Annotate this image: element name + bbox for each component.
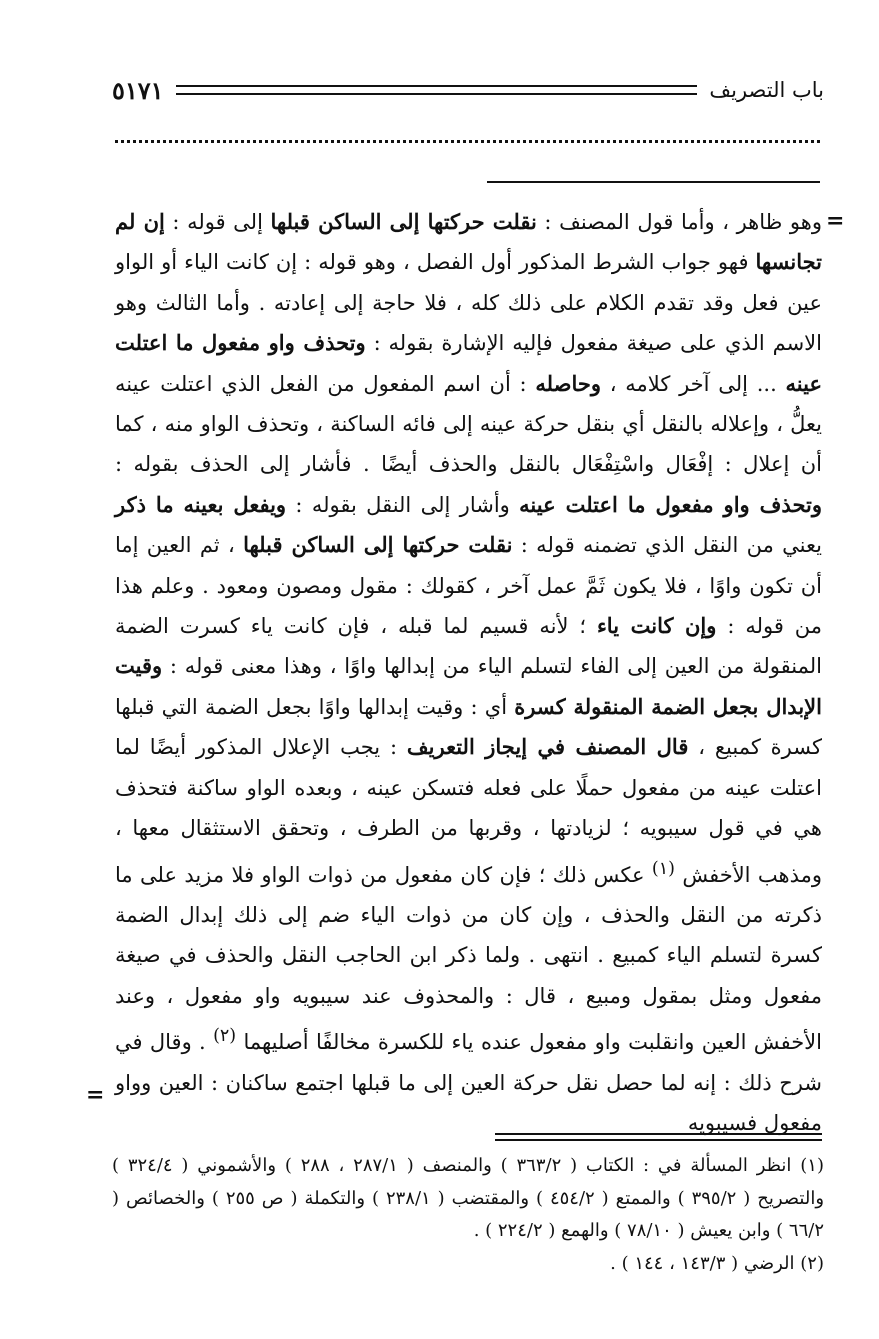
dotted-separator [115,140,820,143]
footnote-2: (٢) الرضي ( ١٤٣/٣ ، ١٤٤ ) . [610,1252,824,1274]
commentary-text [115,202,822,1143]
text-run: ، ثم العين إما أن تكون واوًا ، فلا يكون ثَمَّ عمل آخر ، كقولك : مقول ومصون ومعود . وعلم هذا من قوله : [115,533,823,639]
text-run: فهو جواب الشرط المذكور أول الفصل ، وهو قوله : إن كانت الياء أو الواو عين فعل وقد تقدم الكلام على ذلك كله ، فلا حاجة إلى إعادته . وأما الثالث وهو الاسم الذي على صيغة مفعول فإليه الإشارة بقوله : [115,250,822,356]
footnote-ref: (٢) [213,1026,237,1047]
page-number: ٥١٧١ [112,75,164,105]
running-title: باب التصريف [709,78,824,102]
footnotes [112,1150,824,1280]
commentary-paragraph [115,202,822,1143]
text-run: عكس ذلك ؛ فإن كان مفعول من ذوات الواو فلا مزيد على ما ذكرته من النقل والحذف ، وإن كان من ذوات الياء ضم إلى ذلك إبدال الضمة كسرة لتسلم الياء كمبيع . انتهى . ولما ذكر ابن الحاجب النقل والحذف في صيغة مفعول ومثل بمقول ومبيع ، قال : والمحذوف عند سيبويه واو مفعول ، وعند الأخفش العين وانقلبت واو مفعول عنده ياء للكسرة مخالفًا أصليهما [115,862,822,1055]
quoted-phrase: نقلت حركتها إلى الساكن قبلها [243,532,513,558]
quoted-phrase: وإن كانت ياء [596,613,717,639]
text-run: وهو ظاهر ، وأما قول المصنف : [536,210,822,234]
page-header [112,70,824,110]
text-run: : يجب الإعلال المذكور أيضًا لما اعتلت عينه من مفعول حملًا على فعله فتسكن عينه ، وبعده الواو ساكنة فتحذف هي في قول سيبويه ؛ لزيادتها ، وقربها من الطرف ، وتحقق الاستثقال معها ، ومذهب الأخفش [115,735,822,887]
text-run: ؛ لأنه قسيم لما قبله ، فإن كانت ياء كسرت الضمة المنقولة من العين إلى الفاء لتسلم الياء من إبدالها واوًا ، وهذا معنى قوله : [115,614,822,679]
continuation-mark-top: = [826,208,845,234]
quoted-phrase: وحاصله [535,370,601,396]
quoted-phrase: ويفعل بعينه ما ذكر [115,491,287,517]
text-run: يعني من النقل الذي تضمنه قوله : [512,533,822,558]
text-run: . وقال في شرح ذلك : إنه لما حصل نقل حركة العين إلى ما قبلها اجتمع ساكنان : العين وواو مفعول فسيبويه [115,1030,822,1135]
quoted-phrase: وتحذف واو مفعول ما اعتلت عينه [115,330,823,396]
continuation-mark-bottom: = [86,1082,105,1108]
text-run: أي : وقيت إبدالها واوًا بجعل الضمة التي قبلها كسرة كمبيع ، [115,694,822,760]
footnote-ref: (١) [651,858,675,879]
text-run: إلى قوله : [164,210,271,234]
quoted-phrase: إن لم تجانسها [115,209,822,275]
text-run: ... إلى آخر كلامه ، [600,371,786,396]
header-rule [176,85,698,95]
text-run: : أن اسم المفعول من الفعل الذي اعتلت عينه يعلُّ ، وإعلاله بالنقل أي بنقل حركة عينه إلى فائه الساكنة ، وتحذف الواو منه ، كما أن إعلال : إفْعَال واسْتِفْعَال بالنقل والحذف أيضًا . فأشار إلى الحذف بقوله : [115,371,822,477]
footnote-rule [495,1133,822,1141]
quoted-phrase: نقلت حركتها إلى الساكن قبلها [270,209,537,234]
footnote-1: (١) انظر المسألة في : الكتاب ( ٣٦٣/٢ ) والمنصف ( ٢٨٧/١ ، ٢٨٨ ) والأشموني ( ٣٢٤/٤ ) والتصريح ( ٣٩٥/٢ ) والممتع ( ٤٥٤/٢ ) والمقتضب ( ٢٣٨/١ ) والتكملة ( ص ٢٥٥ ) والخصائص ( ٦٦/٢ ) وابن يعيش ( ٧٨/١٠ ) والهمع ( ٢٢٤/٢ ) . [112,1155,825,1241]
text-run: وأشار إلى النقل بقوله : [286,492,520,517]
quoted-phrase: وتحذف واو مفعول ما اعتلت عينه [519,491,822,517]
commentary-rule [487,181,820,183]
quoted-phrase: قال المصنف في إيجاز التعريف [406,734,689,760]
quoted-phrase: وقيت الإبدال بجعل الضمة المنقولة كسرة [115,653,822,719]
